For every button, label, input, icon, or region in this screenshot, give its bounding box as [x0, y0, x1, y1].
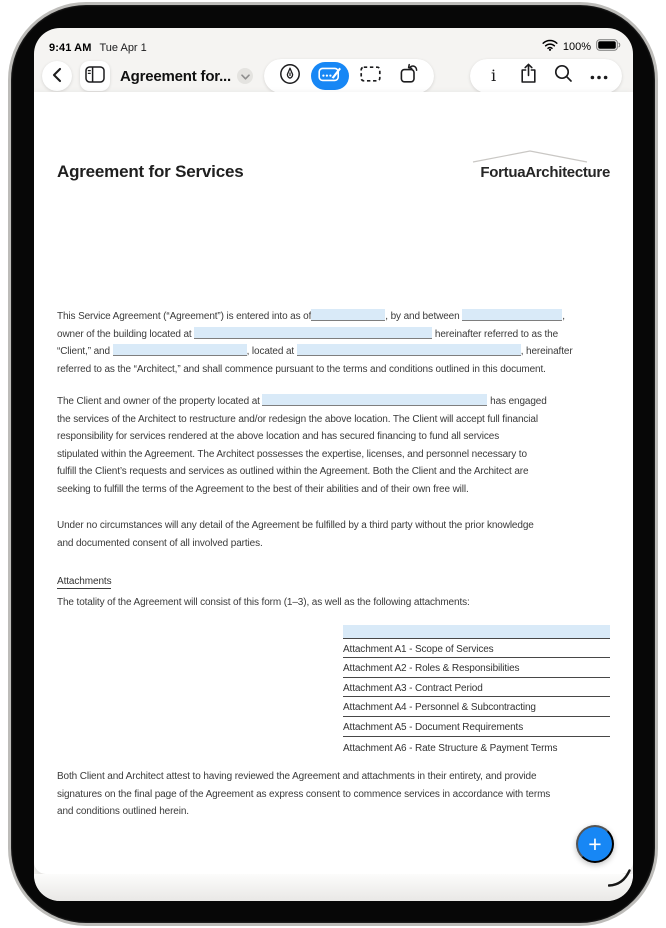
attachment-label: Attachment A5 - Document Requirements	[343, 722, 524, 734]
logo-text: FortuaArchitecture	[480, 164, 610, 181]
logo-roof-icon	[472, 150, 588, 167]
search-icon	[554, 64, 573, 88]
text-run: owner of the building located at	[57, 328, 195, 340]
attachment-row	[343, 658, 610, 678]
text-run: , hereinafter	[520, 346, 573, 358]
info-icon: i	[490, 66, 497, 85]
text-run: “Client,” and	[57, 346, 113, 358]
attachment-row	[343, 737, 610, 757]
form-fill-tool-button[interactable]	[311, 62, 349, 90]
form-fill-pen-icon	[318, 65, 342, 88]
text-run: signatures on the final page of the Agreement as express consent to commence services in accordance with terms	[57, 788, 551, 800]
rotate-page-icon	[398, 63, 419, 89]
text-run: fulfill the Client’s requests and services as outlined within the Agreement. Both the Client and the Architect are	[57, 466, 529, 478]
actions-pill	[470, 59, 622, 93]
attachments-heading: Attachments	[57, 576, 112, 587]
text-run: seeking to fulfill the terms of the Agreement to the best of their abilities and of their own free will.	[57, 483, 469, 495]
text-line	[57, 393, 613, 411]
text-run: This Service Agreement (“Agreement”) is entered into as of	[57, 311, 312, 322]
attachment-label: Attachment A4 - Personnel & Subcontracting	[343, 702, 536, 714]
selection-tool-button[interactable]	[353, 61, 387, 91]
pen-circle-icon	[279, 63, 301, 90]
paragraph-intro	[57, 308, 613, 378]
info-button[interactable]	[476, 61, 511, 91]
back-button[interactable]	[42, 61, 72, 91]
text-run: , located at	[246, 346, 297, 358]
form-blank-field[interactable]	[194, 327, 432, 339]
ellipsis-icon	[590, 67, 608, 85]
form-blank-field[interactable]	[343, 625, 610, 638]
document-title[interactable]: Agreement for...	[120, 67, 231, 85]
text-run: has engaged	[487, 396, 547, 407]
text-run: The Client and owner of the property located at	[57, 396, 263, 407]
text-run: referred to as the “Architect,” and shall commence pursuant to the terms and conditions outlined in this document.	[57, 363, 546, 375]
attachment-blank-row[interactable]	[343, 619, 610, 639]
attachment-row	[343, 717, 610, 737]
text-run: and conditions outlined herein.	[57, 806, 189, 818]
chevron-left-icon	[51, 67, 63, 86]
text-run: Both Client and Architect attest to having reviewed the Agreement and attachments in their entirety, and provide	[57, 771, 537, 782]
search-button[interactable]	[546, 61, 581, 91]
text-line	[57, 517, 613, 535]
form-blank-field[interactable]	[462, 309, 562, 321]
text-line	[57, 343, 613, 361]
markup-tools-pill	[264, 59, 434, 93]
text-line	[57, 768, 613, 786]
markup-pen-tool-button[interactable]	[273, 61, 307, 91]
more-button[interactable]	[581, 61, 616, 91]
attachment-label: Attachment A2 - Roles & Responsibilities	[343, 663, 520, 675]
toolbar	[34, 56, 633, 96]
form-blank-field[interactable]	[297, 344, 521, 356]
attachment-row	[343, 697, 610, 717]
battery-percent: 100%	[562, 40, 591, 53]
attachments-intro: The totality of the Agreement will consist of this form (1–3), as well as the following attachments:	[57, 597, 470, 608]
attachment-row	[343, 678, 610, 698]
sidebar-icon	[85, 66, 105, 86]
ipad-screen	[34, 28, 633, 901]
text-run: hereinafter referred to as the	[432, 328, 559, 340]
status-bar	[34, 28, 633, 56]
text-run: responsibility for services rendered at the above location and has secured financing to fund all services	[57, 431, 500, 443]
battery-full-icon	[596, 39, 621, 54]
paragraph-engagement	[57, 393, 613, 499]
page-corner-curl	[608, 869, 632, 892]
text-run: , by and between	[385, 311, 463, 322]
text-line	[57, 463, 613, 481]
sidebar-toggle-button[interactable]	[80, 61, 110, 91]
text-line	[57, 481, 613, 499]
wifi-icon	[542, 39, 558, 54]
text-run: the services of the Architect to restructure and/or redesign the above location. The Client will accept full financial	[57, 413, 538, 425]
text-run: ,	[562, 311, 565, 322]
rotate-page-tool-button[interactable]	[391, 61, 425, 91]
text-line	[57, 786, 613, 804]
text-line	[57, 446, 613, 464]
page-title: Agreement for Services	[57, 162, 244, 181]
attachment-label: Attachment A6 - Rate Structure & Payment Terms	[343, 742, 558, 754]
status-date: Tue Apr 1	[99, 42, 147, 54]
text-line	[57, 361, 613, 379]
text-line	[57, 803, 613, 821]
text-run: and documented consent of all involved parties.	[57, 537, 263, 549]
text-line	[57, 411, 613, 429]
text-line	[57, 428, 613, 446]
title-menu-button[interactable]	[237, 68, 253, 84]
add-button[interactable]: +	[576, 825, 614, 863]
text-run: stipulated within the Agreement. The Architect possesses the expertise, licenses, and personnel necessary to	[57, 448, 527, 460]
company-logo	[480, 164, 610, 181]
attachments-table	[343, 619, 610, 756]
text-line	[57, 535, 613, 553]
share-icon	[520, 63, 537, 89]
status-time: 9:41 AM	[49, 42, 92, 54]
form-blank-field[interactable]	[311, 309, 385, 321]
attachment-label: Attachment A3 - Contract Period	[343, 682, 483, 694]
text-run: Under no circumstances will any detail of the Agreement be fulfilled by a third party without the prior knowledge	[57, 520, 534, 531]
chevron-down-icon	[241, 67, 250, 85]
paragraph-third-party	[57, 517, 613, 552]
text-line	[57, 308, 613, 326]
attachment-label: Attachment A1 - Scope of Services	[343, 643, 494, 655]
text-line	[57, 326, 613, 344]
document-page	[34, 92, 633, 874]
ipad-device-frame	[8, 2, 658, 926]
page-backdrop	[34, 874, 633, 901]
share-button[interactable]	[511, 61, 546, 91]
form-blank-field[interactable]	[262, 394, 487, 406]
paragraph-closing	[57, 768, 613, 821]
form-blank-field[interactable]	[113, 344, 247, 356]
attachment-row	[343, 639, 610, 659]
dashed-rect-icon	[360, 66, 381, 87]
